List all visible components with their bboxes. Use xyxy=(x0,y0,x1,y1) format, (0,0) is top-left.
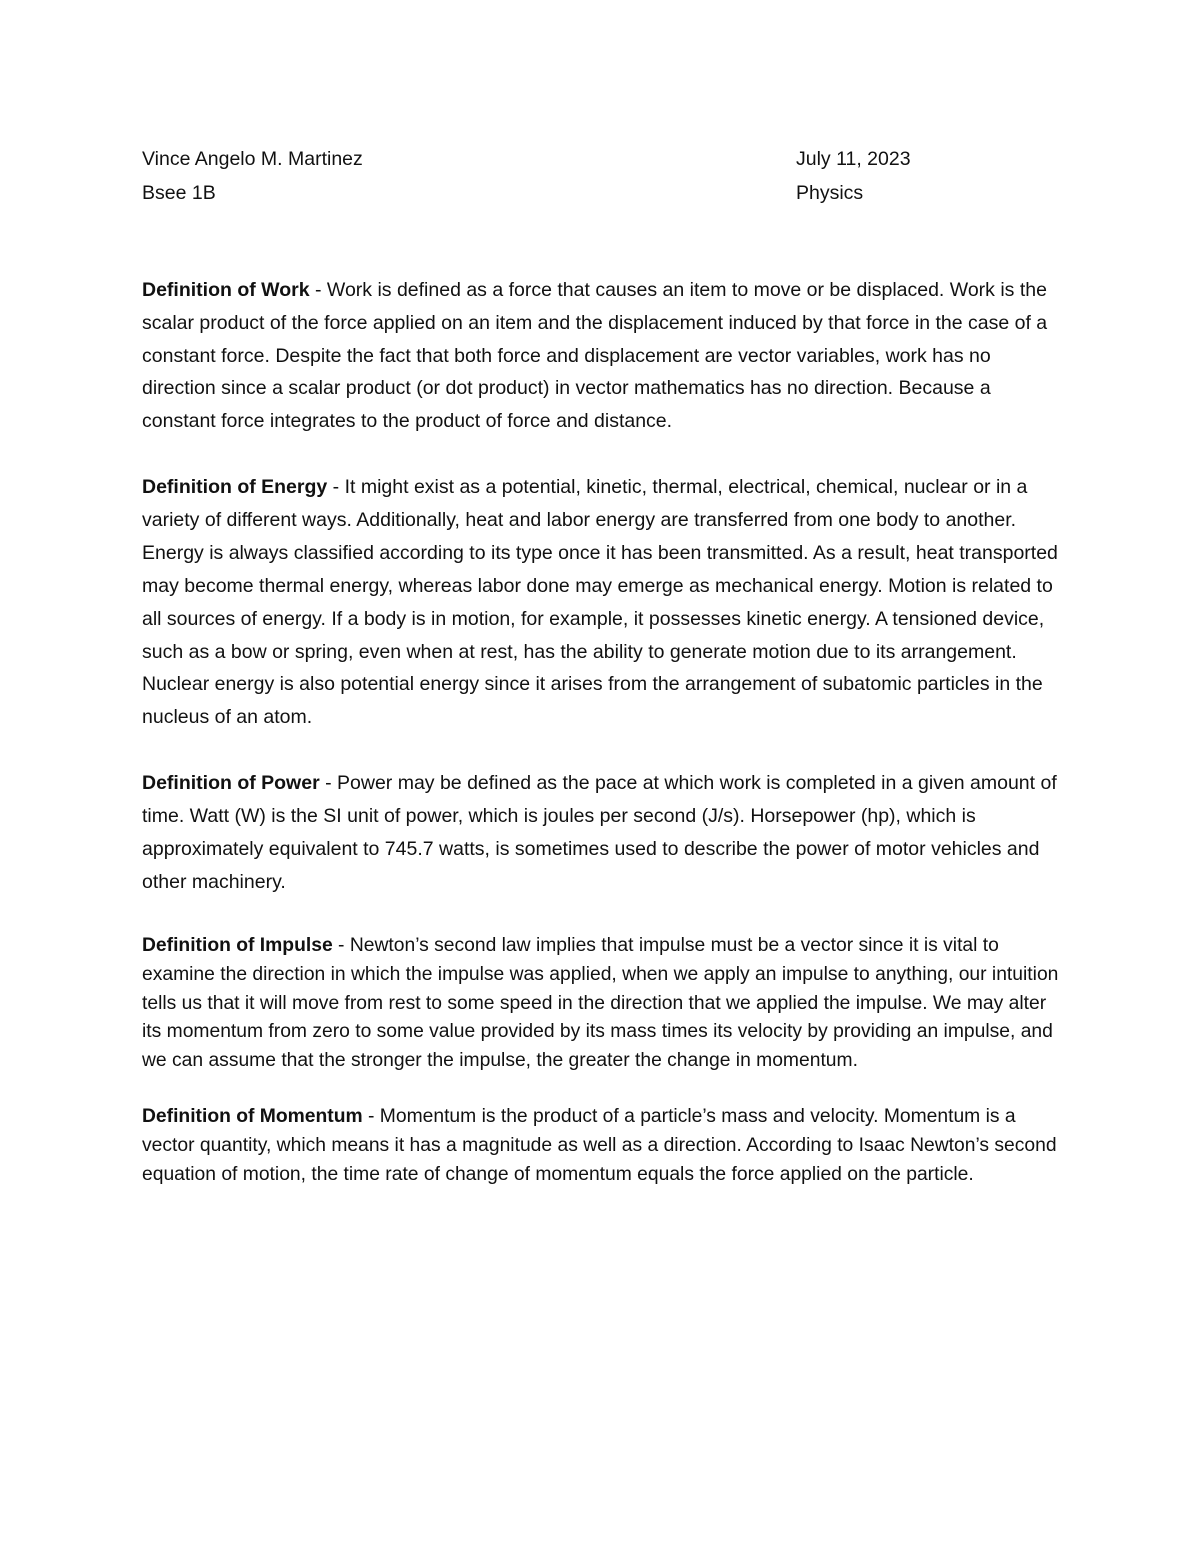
subject-name: Physics xyxy=(796,182,864,204)
header-right-column xyxy=(796,142,996,210)
definition-term: Definition of Power xyxy=(142,772,320,795)
definition-text: Newton’s second law implies that impulse must be a vector since it is vital to examine the direction in which the impulse was applied, when we apply an impulse to anything, our intuition tells us that it will move from rest to some speed in the direction that we applied the impulse. We may alter its momentum from zero to some value provided by its mass times its velocity by providing an impulse, and we can assume that the stronger the impulse, the greater the change in momentum. xyxy=(142,935,1059,1071)
course-section: Bsee 1B xyxy=(142,182,216,204)
definition-separator: - xyxy=(327,475,345,498)
definition-text: It might exist as a potential, kinetic, thermal, electrical, chemical, nuclear or in a variety of different ways. Additionally, heat and labor energy are transferred from one body to another. Energy is always classified according to its type once it has been transmitted. As a result, heat transported may become thermal energy, whereas labor done may emerge as mechanical energy. Motion is related to all sources of energy. If a body is in motion, for example, it possesses kinetic energy. A tensioned device, such as a bow or spring, even when at rest, has the ability to generate motion due to its arrangement. Nuclear energy is also potential energy since it arises from the arrangement of subatomic particles in the nucleus of an atom. xyxy=(142,475,1058,729)
document-date: July 11, 2023 xyxy=(796,148,911,170)
definition-work xyxy=(142,274,1060,438)
definition-separator: - xyxy=(332,935,350,957)
header-left-column xyxy=(142,142,642,210)
definition-text: Power may be defined as the pace at which work is completed in a given amount of time. Watt (W) is the SI unit of power, which is joules per second (J/s). Horsepower (hp), which is approximately equivalent to 745.7 watts, is sometimes used to describe the power of motor vehicles and other machinery. xyxy=(142,772,1057,893)
definition-term: Definition of Momentum xyxy=(142,1106,363,1128)
definition-text: Work is defined as a force that causes an item to move or be displaced. Work is the scalar product of the force applied on an item and the displacement induced by that force in the case of a constant force. Despite the fact that both force and displacement are vector variables, work has no direction since a scalar product (or dot product) in vector mathematics has no direction. Because a constant force integrates to the product of force and distance. xyxy=(142,279,1048,433)
definition-term: Definition of Impulse xyxy=(142,935,333,957)
definition-momentum xyxy=(142,1103,1060,1189)
definition-separator: - xyxy=(309,279,327,301)
definition-separator: - xyxy=(362,1106,380,1128)
definition-term: Definition of Work xyxy=(142,279,310,301)
definition-power xyxy=(142,767,1060,898)
definition-separator: - xyxy=(319,772,338,795)
definition-text: Momentum is the product of a particle’s mass and velocity. Momentum is a vector quantity, which means it has a magnitude as well as a direction. According to Isaac Newton’s second equation of motion, the time rate of change of momentum equals the force applied on the particle. xyxy=(142,1106,1057,1185)
author-name: Vince Angelo M. Martinez xyxy=(142,148,363,170)
definition-energy xyxy=(142,471,1060,734)
document-body xyxy=(142,274,1060,1189)
definition-term: Definition of Energy xyxy=(142,475,328,498)
definition-impulse xyxy=(142,932,1060,1075)
